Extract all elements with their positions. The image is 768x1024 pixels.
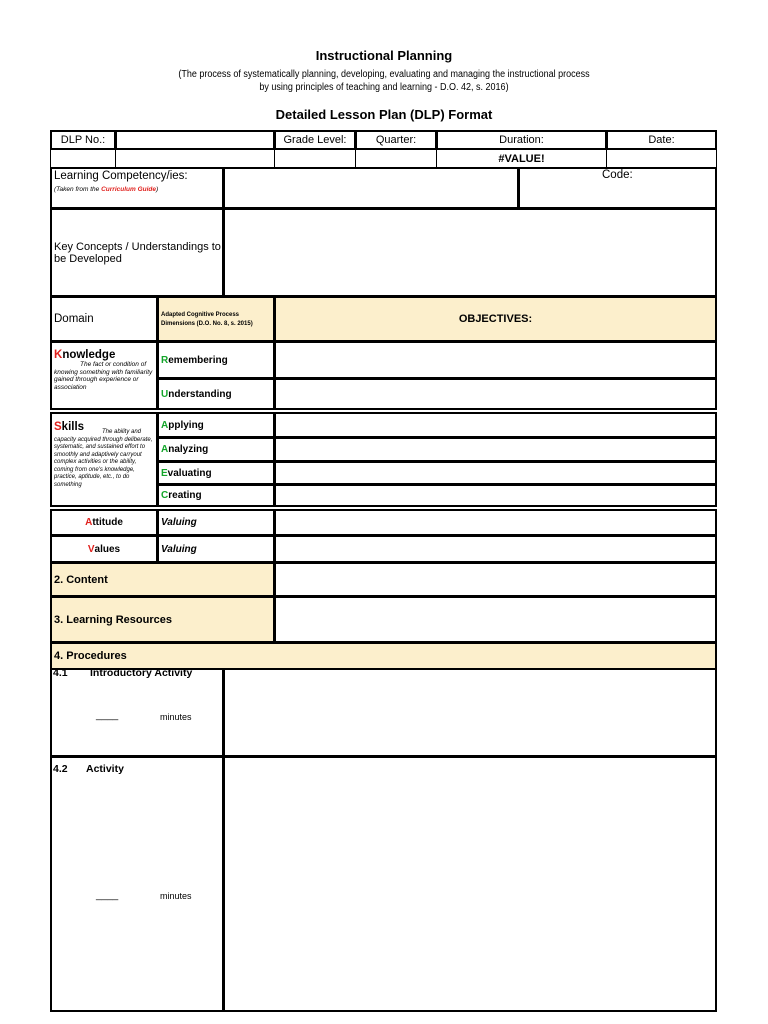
analyzing-label [157,437,275,462]
blank-cell[interactable] [115,149,275,168]
grade-level-label: Grade Level: [274,130,356,150]
attitude-initial: A [85,517,93,528]
applying-label [157,412,275,438]
key-concepts-field[interactable] [223,208,717,297]
activity-minutes-blank[interactable]: ____ [96,890,119,901]
skills-description: The ability and capacity acquired through deliberate, systematic, and sustained effort to smoothly and adaptively carryout complex activities or the ability, coming from one's knowledge, practice, aptitude, etc., to do something [54,429,153,488]
code-cell[interactable] [518,167,717,209]
knowledge-rest: nowledge [62,349,116,361]
values-initial: V [87,543,95,555]
evaluating-objective[interactable] [274,461,717,485]
intro-minutes-blank[interactable]: ____ [96,710,119,721]
procedures-header: 4. Procedures [50,642,717,670]
creating-rest: reating [168,490,202,501]
activity-number: 4.2 [53,763,68,775]
attitude-objective[interactable] [274,509,717,536]
understanding-initial: U [161,388,169,400]
grade-level-value[interactable] [274,149,356,168]
date-value[interactable] [606,149,717,168]
applying-objective[interactable] [274,412,717,438]
remembering-rest: emembering [168,354,228,366]
analyzing-objective[interactable] [274,437,717,462]
learning-resources-label: 3. Learning Resources [50,596,275,643]
cognitive-dimensions-header: Adapted Cognitive Process Dimensions (D.O. No. 8, s. 2015) [157,296,275,342]
skills-initial: S [54,421,62,433]
source-suffix: ) [156,186,159,193]
values-objective[interactable] [274,535,717,563]
competency-field[interactable] [223,167,519,209]
attitude-rest: ttitude [92,517,123,528]
attitude-level: Valuing [157,509,275,536]
curriculum-guide-text: Curriculum Guide [101,186,156,193]
applying-initial: A [161,419,169,431]
duration-value[interactable]: #VALUE! [436,149,607,168]
values-level: Valuing [157,535,275,563]
activity-cell [50,756,224,1012]
evaluating-label [157,461,275,485]
learning-resources-field[interactable] [274,596,717,643]
dlp-no-value[interactable] [50,149,116,168]
quarter-label: Quarter: [355,130,437,150]
creating-objective[interactable] [274,484,717,507]
dlp-no-field[interactable] [115,130,275,150]
evaluating-rest: valuating [167,467,212,479]
skills-rest: kills [61,421,85,433]
understanding-label [157,378,275,410]
competency-label: Learning Competency/ies: [54,170,188,182]
evaluating-initial: E [161,467,168,479]
values-rest: alues [94,543,121,555]
activity-field[interactable] [223,756,717,1012]
subtitle-line-2: by using principles of teaching and learning - D.O. 42, s. 2016) [259,82,509,93]
code-label: Code: [602,169,633,181]
applying-rest: pplying [168,419,204,431]
key-concepts-label: Key Concepts / Understandings to be Developed [50,208,224,297]
introductory-activity-cell [50,669,224,757]
activity-label: Activity [86,763,124,775]
domain-header: Domain [50,296,158,342]
attitude-label [50,509,158,536]
activity-minutes-label: minutes [160,891,192,901]
intro-label: Introductory Activity [90,669,193,679]
page-title: Instructional Planning [315,48,453,63]
values-label [50,535,158,563]
creating-initial: C [161,490,169,501]
remembering-objective[interactable] [274,341,717,379]
introductory-activity-field[interactable] [223,669,717,757]
knowledge-initial: K [54,349,63,361]
analyzing-initial: A [161,444,169,455]
format-title: Detailed Lesson Plan (DLP) Format [275,107,493,122]
competency-source [54,186,220,193]
understanding-objective[interactable] [274,378,717,410]
quarter-value[interactable] [355,149,437,168]
remembering-label [157,341,275,379]
analyzing-rest: nalyzing [168,444,209,455]
skills-domain-cell [50,412,158,507]
knowledge-description: The fact or condition of knowing something with familiarity gained through experience or association [54,361,153,391]
remembering-initial: R [161,354,169,366]
content-field[interactable] [274,562,717,597]
subtitle-line-1: (The process of systematically planning, developing, evaluating and managing the instructional process [178,69,590,80]
date-label: Date: [606,130,717,150]
knowledge-label [54,349,154,361]
content-label: 2. Content [50,562,275,597]
intro-minutes-label: minutes [160,712,192,722]
creating-label [157,484,275,507]
understanding-rest: nderstanding [168,388,232,400]
objectives-header: OBJECTIVES: [274,296,717,342]
competency-label-cell [50,167,224,209]
knowledge-domain-cell [50,341,158,410]
duration-label: Duration: [436,130,607,150]
source-prefix: (Taken from the [54,186,102,193]
dlp-no-label: DLP No.: [50,130,116,150]
intro-number: 4.1 [53,669,68,679]
